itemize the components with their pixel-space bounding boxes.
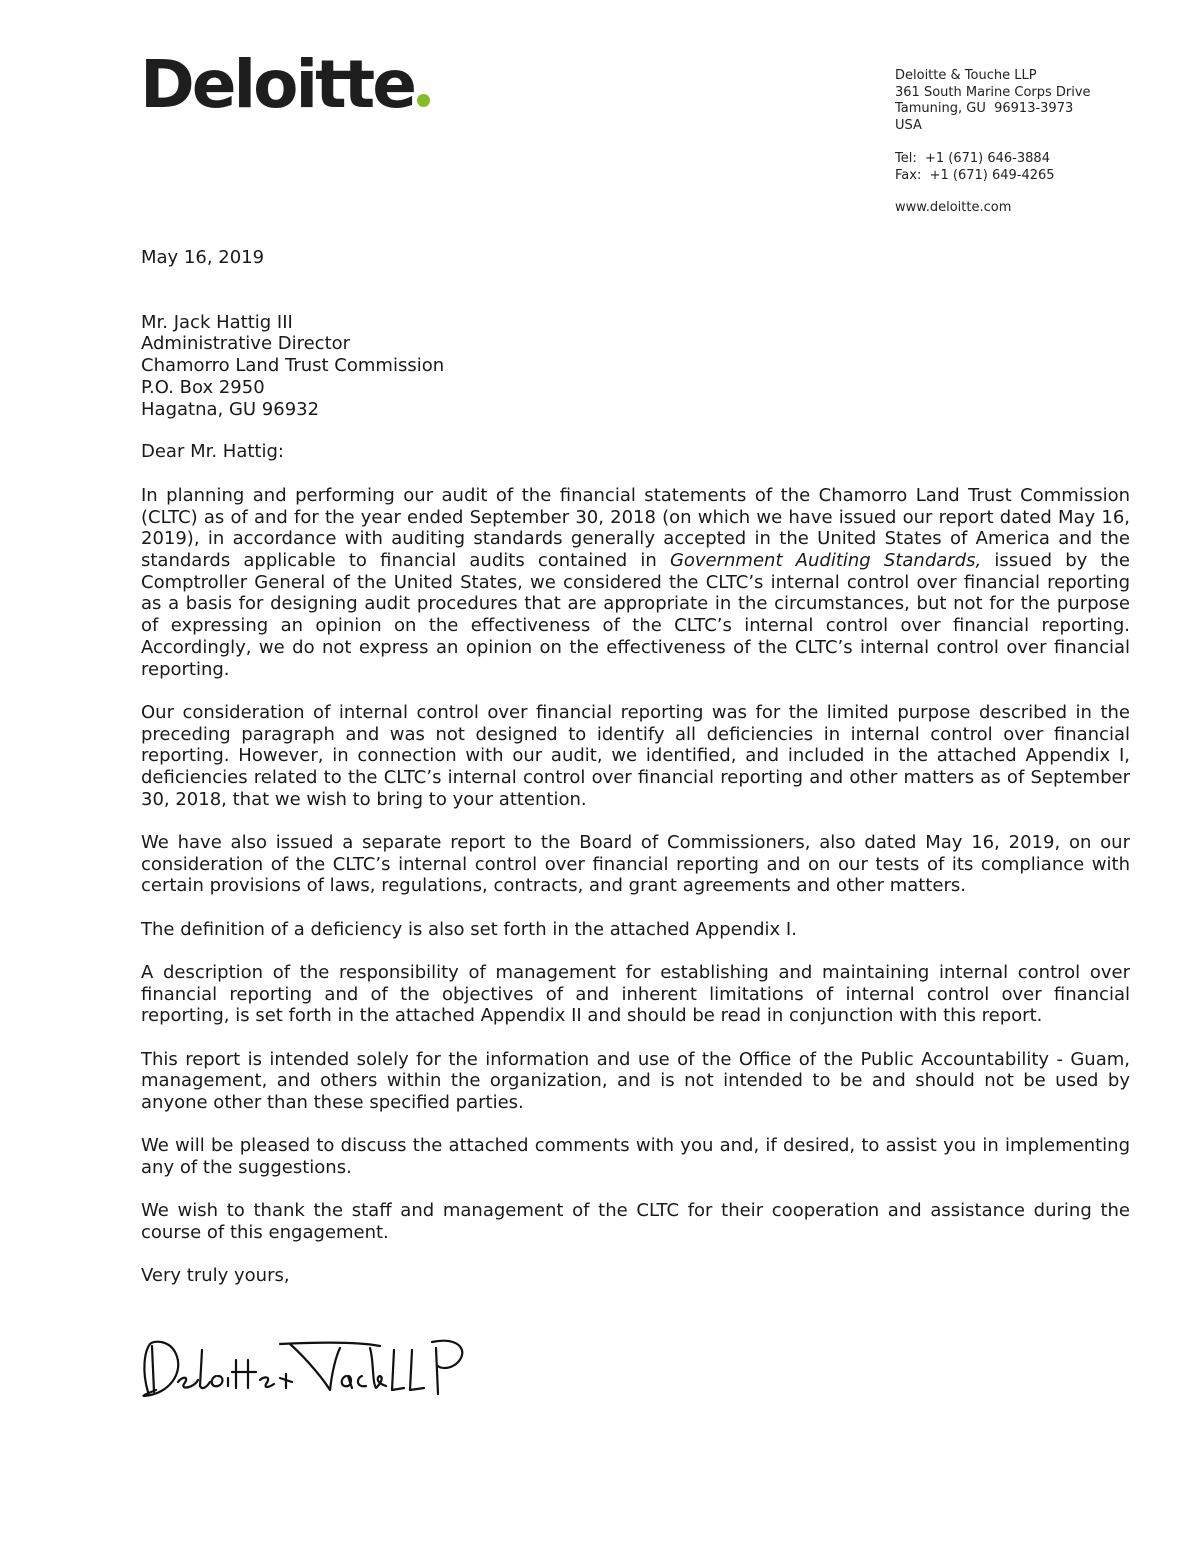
paragraph-1 <box>141 485 1130 680</box>
country: USA <box>895 118 922 134</box>
deloitte-logo <box>140 46 430 123</box>
letter-date: May 16, 2019 <box>141 247 265 268</box>
paragraph-5: A description of the responsibility of management for establishing and maintaining internal control over financial reporting and of the objectives of and inherent limitations of internal control over financial reporting, is set forth in the attached Appendix II and should be read in conjunction with this report. <box>141 961 1130 1027</box>
recipient-organization: Chamorro Land Trust Commission <box>141 355 445 377</box>
recipient-name: Mr. Jack Hattig III <box>141 311 293 333</box>
letter-body <box>141 247 1130 1287</box>
salutation: Dear Mr. Hattig: <box>141 441 284 463</box>
signature <box>140 1332 470 1406</box>
firm-name: Deloitte & Touche LLP <box>895 68 1037 83</box>
recipient-title: Administrative Director <box>141 333 351 355</box>
closing: Very truly yours, <box>141 1265 290 1287</box>
logo-wordmark: Deloitte <box>140 46 414 123</box>
paragraph-1-text-cont: issued by the Comptroller General of the United States, we considered the CLTC’s internal control over financial reporting as a basis for designing audit procedures that are appropriate in the circumstances, but not for the purpose of expressing an opinion on the effectiveness of the CLTC’s internal control over financial reporting. Accordingly, we do not express an opinion on the effectiveness of the CLTC’s internal control over financial reporting. <box>141 550 1130 680</box>
recipient-po-box: P.O. Box 2950 <box>141 376 265 398</box>
paragraph-1-text: In planning and performing our audit of the financial statements of the Chamorro Land Trust Commission (CLTC) as of and for the year ended September 30, 2018 (on which we have issued our report dated May 16, 2019), in accordance with auditing standards generally accepted in the United States of America and the standards applicable to financial audits contained in <box>141 484 1130 572</box>
paragraph-6: This report is intended solely for the information and use of the Office of the Public Accountability - Guam, management, and others within the organization, and is not intended to be and should not be used by anyone other than these specified parties. <box>141 1048 1130 1114</box>
paragraph-4: The definition of a deficiency is also set forth in the attached Appendix I. <box>141 918 797 940</box>
recipient-address <box>141 312 1130 421</box>
gas-title: Government Auditing Standards, <box>669 550 982 572</box>
signature-icon <box>140 1332 470 1402</box>
logo-green-dot-icon <box>417 94 430 107</box>
paragraph-3: We have also issued a separate report to the Board of Commissioners, also dated May 16, 2019, on our consideration of the CLTC’s internal control over financial reporting and on our tests of its compliance with certain provisions of laws, regulations, contracts, and grant agreements and other matters. <box>141 831 1130 897</box>
letterhead-address <box>895 68 1091 217</box>
paragraph-8: We wish to thank the staff and management of the CLTC for their cooperation and assistance during the course of this engagement. <box>141 1200 1130 1244</box>
paragraph-7: We will be pleased to discuss the attached comments with you and, if desired, to assist you in implementing any of the suggestions. <box>141 1135 1130 1179</box>
fax: Fax: +1 (671) 649-4265 <box>895 167 1055 183</box>
street-address: 361 South Marine Corps Drive <box>895 84 1091 100</box>
paragraph-2: Our consideration of internal control over financial reporting was for the limited purpose described in the preceding paragraph and was not designed to identify all deficiencies in internal control over financial reporting. However, in connection with our audit, we identified, and included in the attached Appendix I, deficiencies related to the CLTC’s internal control over financial reporting and other matters as of September 30, 2018, that we wish to bring to your attention. <box>141 701 1130 810</box>
recipient-city: Hagatna, GU 96932 <box>141 398 320 420</box>
city-state-zip: Tamuning, GU 96913-3973 <box>895 101 1074 117</box>
website-link[interactable]: www.deloitte.com <box>895 200 1012 216</box>
telephone: Tel: +1 (671) 646-3884 <box>895 150 1050 166</box>
